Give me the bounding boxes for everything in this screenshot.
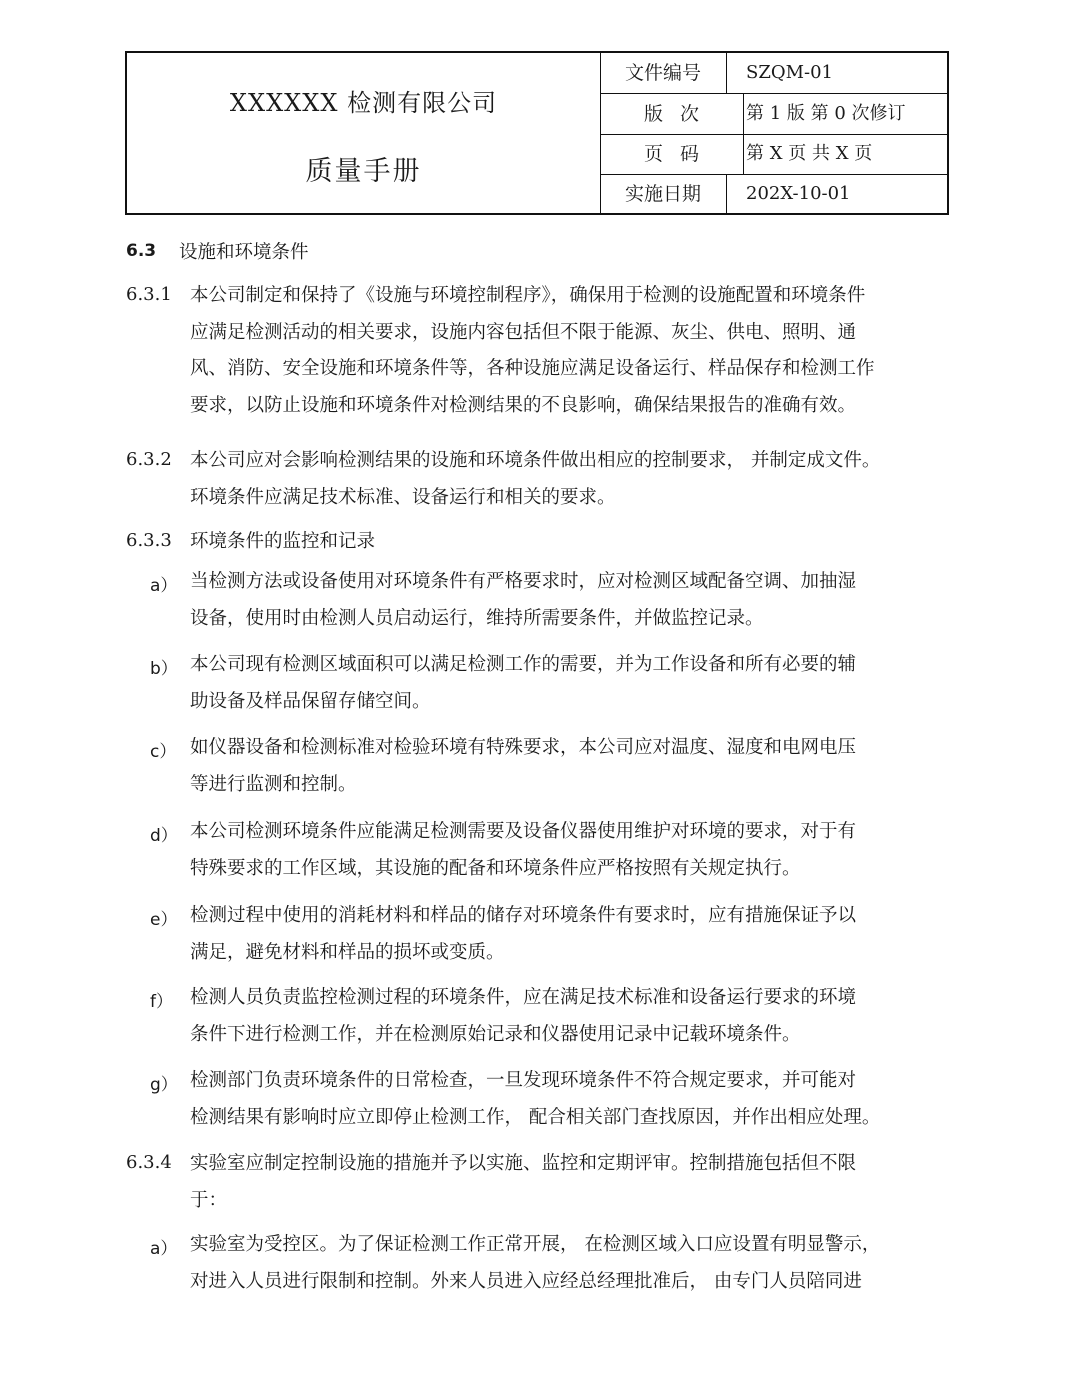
item-line: 满足，避免材料和样品的损坏或变质。 xyxy=(190,941,505,963)
item-line: 实验室为受控区。为了保证检测工作正常开展， 在检测区域入口应设置有明显警示， xyxy=(190,1234,881,1255)
clause-6-3-2-text xyxy=(190,443,880,516)
item-line: 对进入人员进行限制和控制。外来人员进入应经总经理批准后， 由专门人员陪同进 xyxy=(190,1270,862,1292)
item-label-g: g） xyxy=(150,1075,178,1095)
item-line: 助设备及样品保留存储空间。 xyxy=(190,690,431,712)
manual-title: 质量手册 xyxy=(305,156,422,187)
header-value-effective-date: 202X-10-01 xyxy=(746,183,851,204)
item-line: 等进行监测和控制。 xyxy=(190,773,357,795)
item-label-d: d） xyxy=(150,826,178,846)
item-line: 如仪器设备和检测标准对检验环境有特殊要求，本公司应对温度、湿度和电网电压 xyxy=(190,737,857,758)
header-key-doc-number: 文件编号 xyxy=(600,53,727,93)
item-label-b: b） xyxy=(150,659,178,679)
section-title: 设施和环境条件 xyxy=(179,242,309,263)
clause-6-3-4-text xyxy=(190,1146,856,1219)
header-key-edition: 版次 xyxy=(600,94,744,134)
clause-line: 本公司制定和保持了《设施与环境控制程序》，确保用于检测的设施配置和环境条件 xyxy=(190,285,866,306)
item-label-c: c） xyxy=(150,742,177,762)
item-f-text xyxy=(190,980,856,1053)
item-c-text xyxy=(190,730,856,803)
header-value-page: 第 X 页 共 X 页 xyxy=(746,143,873,164)
header-row-edition xyxy=(600,94,949,135)
clause-line: 风、消防、安全设施和环境条件等，各种设施应满足设备运行、样品保存和检测工作 xyxy=(190,358,875,379)
item-label-f: f） xyxy=(150,992,173,1012)
clause-6-3-4-number: 6.3.4 xyxy=(126,1152,172,1173)
item-line: 本公司检测环境条件应能满足检测需要及设备仪器使用维护对环境的要求，对于有 xyxy=(190,821,857,842)
item-a-2-text xyxy=(190,1227,880,1300)
header-key-effective-date: 实施日期 xyxy=(600,174,727,214)
item-line: 检测人员负责监控检测过程的环境条件，应在满足技术标准和设备运行要求的环境 xyxy=(190,987,857,1008)
clause-line: 要求，以防止设施和环境条件对检测结果的不良影响，确保结果报告的准确有效。 xyxy=(190,394,857,416)
item-label-a: a） xyxy=(150,576,178,596)
item-a-text xyxy=(190,564,856,637)
section-number: 6.3 xyxy=(126,241,157,261)
item-b-text xyxy=(190,647,856,720)
clause-line: 应满足检测活动的相关要求，设施内容包括但不限于能源、灰尘、供电、照明、通 xyxy=(190,321,857,343)
clause-6-3-3-number: 6.3.3 xyxy=(126,530,172,551)
clause-6-3-1-number: 6.3.1 xyxy=(126,284,172,305)
item-line: 本公司现有检测区域面积可以满足检测工作的需要，并为工作设备和所有必要的辅 xyxy=(190,654,857,675)
item-line: 特殊要求的工作区域，其设施的配备和环境条件应严格按照有关规定执行。 xyxy=(190,857,801,879)
company-name: XXXXXX 检测有限公司 xyxy=(229,89,498,117)
clause-line: 环境条件应满足技术标准、设备运行和相关的要求。 xyxy=(190,486,616,508)
item-line: 条件下进行检测工作，并在检测原始记录和仪器使用记录中记载环境条件。 xyxy=(190,1023,801,1045)
item-line: 检测过程中使用的消耗材料和样品的储存对环境条件有要求时，应有措施保证予以 xyxy=(190,905,857,926)
document-header-table xyxy=(125,51,949,215)
header-value-edition: 第 1 版 第 0 次修订 xyxy=(746,103,906,124)
item-line: 检测部门负责环境条件的日常检查，一旦发现环境条件不符合规定要求，并可能对 xyxy=(190,1070,857,1091)
header-row-page xyxy=(600,134,949,175)
item-line: 检测结果有影响时应立即停止检测工作， 配合相关部门查找原因，并作出相应处理。 xyxy=(190,1106,881,1128)
item-label-e: e） xyxy=(150,910,178,930)
clause-line: 于： xyxy=(190,1189,228,1211)
header-title-cell xyxy=(127,53,601,213)
header-row-doc-number xyxy=(600,53,949,94)
header-row-effective-date xyxy=(600,174,949,214)
header-value-doc-number: SZQM-01 xyxy=(746,62,834,83)
clause-line: 本公司应对会影响检测结果的设施和环境条件做出相应的控制要求， 并制定成文件。 xyxy=(190,450,881,471)
item-label-a-2: a） xyxy=(150,1239,178,1259)
header-key-page: 页码 xyxy=(600,134,744,174)
clause-line: 实验室应制定控制设施的措施并予以实施、监控和定期评审。控制措施包括但不限 xyxy=(190,1153,857,1174)
clause-6-3-3-title: 环境条件的监控和记录 xyxy=(190,531,376,552)
item-d-text xyxy=(190,814,856,887)
item-line: 当检测方法或设备使用对环境条件有严格要求时，应对检测区域配备空调、加抽湿 xyxy=(190,571,857,592)
item-g-text xyxy=(190,1063,880,1136)
clause-6-3-2-number: 6.3.2 xyxy=(126,449,172,470)
item-e-text xyxy=(190,898,856,971)
clause-6-3-1-text xyxy=(190,278,875,424)
item-line: 设备，使用时由检测人员启动运行，维持所需要条件，并做监控记录。 xyxy=(190,607,764,629)
